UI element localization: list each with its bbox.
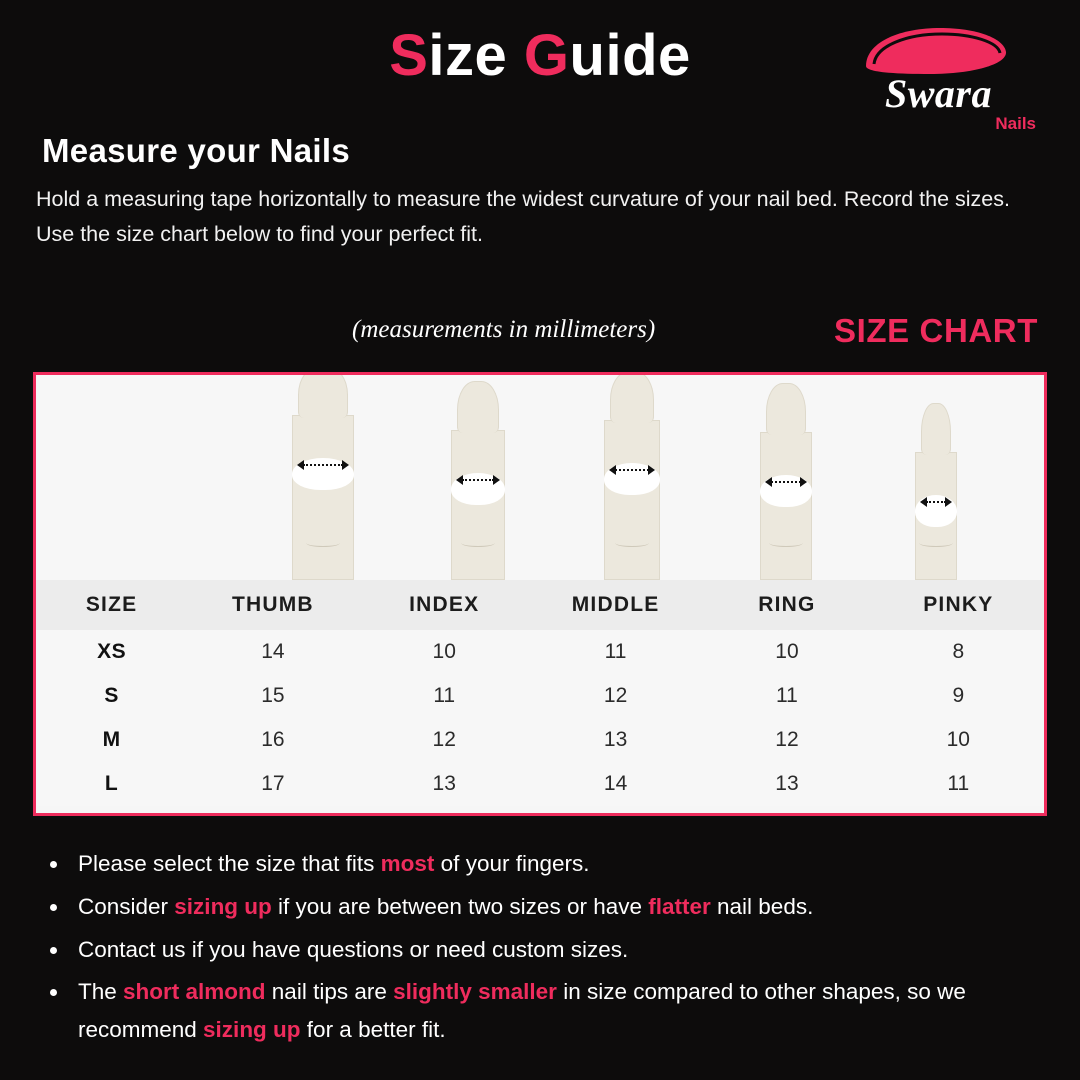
note-highlight: short almond	[123, 979, 266, 1005]
arrow-line	[615, 469, 649, 471]
measure-heading: Measure your Nails	[42, 132, 351, 169]
table-row	[36, 718, 1044, 762]
column-header-thumb: THUMB	[231, 593, 314, 616]
measurement-cell: 12	[603, 684, 628, 707]
nail-tip	[921, 403, 951, 455]
measurement-cell: 16	[261, 728, 285, 751]
measurement-cell: 14	[603, 772, 628, 795]
arrow-line	[926, 501, 946, 503]
measurement-cell: 13	[603, 728, 628, 751]
note-highlight: sizing up	[203, 1017, 301, 1043]
width-measure-arrow	[920, 497, 952, 507]
arrow-head-right	[800, 477, 807, 487]
measurement-cell: 10	[775, 640, 799, 663]
note-item: • Please select the size that fits most of your fingers.	[70, 845, 1044, 883]
nail-base-line	[306, 539, 340, 547]
table-row	[36, 630, 1044, 674]
size-label-cell: M	[102, 728, 121, 751]
note-highlight: flatter	[648, 893, 711, 919]
size-label-cell: S	[104, 684, 119, 707]
measurement-unit-note: (measurements in millimeters)	[352, 316, 656, 343]
nail-base-line	[615, 539, 649, 547]
nail-tip	[298, 372, 348, 418]
page-title	[389, 24, 691, 88]
size-table	[36, 580, 1044, 806]
measurement-cell: 15	[261, 684, 285, 707]
measurement-cell: 10	[432, 640, 456, 663]
measurement-cell: 13	[775, 772, 799, 795]
title-ize: ize	[428, 23, 524, 88]
measurement-cell: 17	[261, 772, 285, 795]
column-header-index: INDEX	[409, 593, 480, 616]
note-highlight: sizing up	[174, 893, 272, 919]
measurement-cell: 11	[776, 684, 798, 707]
nail-illustration-ring	[726, 432, 846, 580]
measurement-cell: 12	[775, 728, 799, 751]
measurement-cell: 10	[946, 728, 970, 751]
size-label-cell: XS	[97, 640, 127, 663]
arrow-head-right	[493, 475, 500, 485]
nail-illustration-pinky	[876, 452, 996, 580]
brand-subtitle: Nails	[995, 114, 1036, 133]
measure-instructions: Hold a measuring tape horizontally to measure the widest curvature of your nail bed. Record the sizes. Use the size chart below to find your perfect fit.	[36, 187, 1010, 246]
nail-shape	[760, 432, 812, 580]
size-chart-label: SIZE CHART	[834, 312, 1038, 349]
nail-base-line	[461, 539, 495, 547]
width-measure-arrow	[456, 475, 500, 485]
measurement-cell: 8	[952, 640, 965, 663]
nail-tip	[457, 381, 499, 433]
nail-base-line	[769, 539, 803, 547]
nail-illustration-middle	[572, 420, 692, 580]
width-measure-arrow	[609, 465, 655, 475]
size-chart	[33, 372, 1047, 816]
nail-shape	[604, 420, 660, 580]
arrow-line	[303, 464, 343, 466]
measurement-cell: 9	[952, 684, 965, 707]
arrow-head-right	[945, 497, 952, 507]
table-header-row	[36, 580, 1044, 630]
notes-section	[44, 845, 1044, 1054]
brand-logo	[842, 22, 1042, 132]
measurement-cell: 13	[432, 772, 456, 795]
measurement-cell: 12	[432, 728, 456, 751]
table-row	[36, 762, 1044, 806]
nail-shape	[915, 452, 957, 580]
measurement-cell: 11	[947, 772, 970, 795]
note-item: • Contact us if you have questions or need custom sizes.	[70, 931, 1044, 969]
width-measure-arrow	[765, 477, 807, 487]
size-label-cell: L	[104, 772, 119, 795]
note-highlight: most	[380, 851, 435, 876]
column-header-ring: RING	[758, 593, 816, 616]
measurement-cell: 11	[433, 684, 456, 707]
note-item: • Consider sizing up if you are between two sizes or have flatter nail beds.	[70, 888, 1044, 926]
column-header-middle: MIDDLE	[571, 593, 660, 616]
nail-shape	[292, 415, 354, 580]
measurement-cell: 14	[261, 640, 285, 663]
nail-illustration-thumb	[263, 415, 383, 580]
width-measure-arrow	[297, 460, 349, 470]
notes-list	[44, 845, 1044, 1049]
nail-tip	[766, 383, 806, 435]
nail-illustrations	[36, 375, 1044, 580]
column-header-size: SIZE	[85, 593, 138, 616]
note-highlight: slightly smaller	[393, 979, 557, 1005]
column-header-pinky: PINKY	[923, 593, 994, 616]
nail-shape	[451, 430, 505, 580]
title-initial-s: S	[389, 23, 429, 88]
arrow-head-right	[648, 465, 655, 475]
size-table-body	[36, 630, 1044, 806]
nail-illustration-index	[418, 430, 538, 580]
brand-name: Swara	[885, 71, 992, 116]
arrow-line	[462, 479, 494, 481]
table-row	[36, 674, 1044, 718]
nail-tip	[610, 372, 654, 423]
title-uide: uide	[569, 23, 691, 88]
arrow-head-right	[342, 460, 349, 470]
size-table-head	[36, 580, 1044, 630]
nail-base-line	[919, 539, 953, 547]
title-initial-g: G	[523, 23, 570, 88]
note-item: • The short almond nail tips are slightly smaller in size compared to other shapes, so we recommend sizing up for a better fit.	[70, 973, 1044, 1049]
measurement-cell: 11	[604, 640, 627, 663]
arrow-line	[771, 481, 801, 483]
